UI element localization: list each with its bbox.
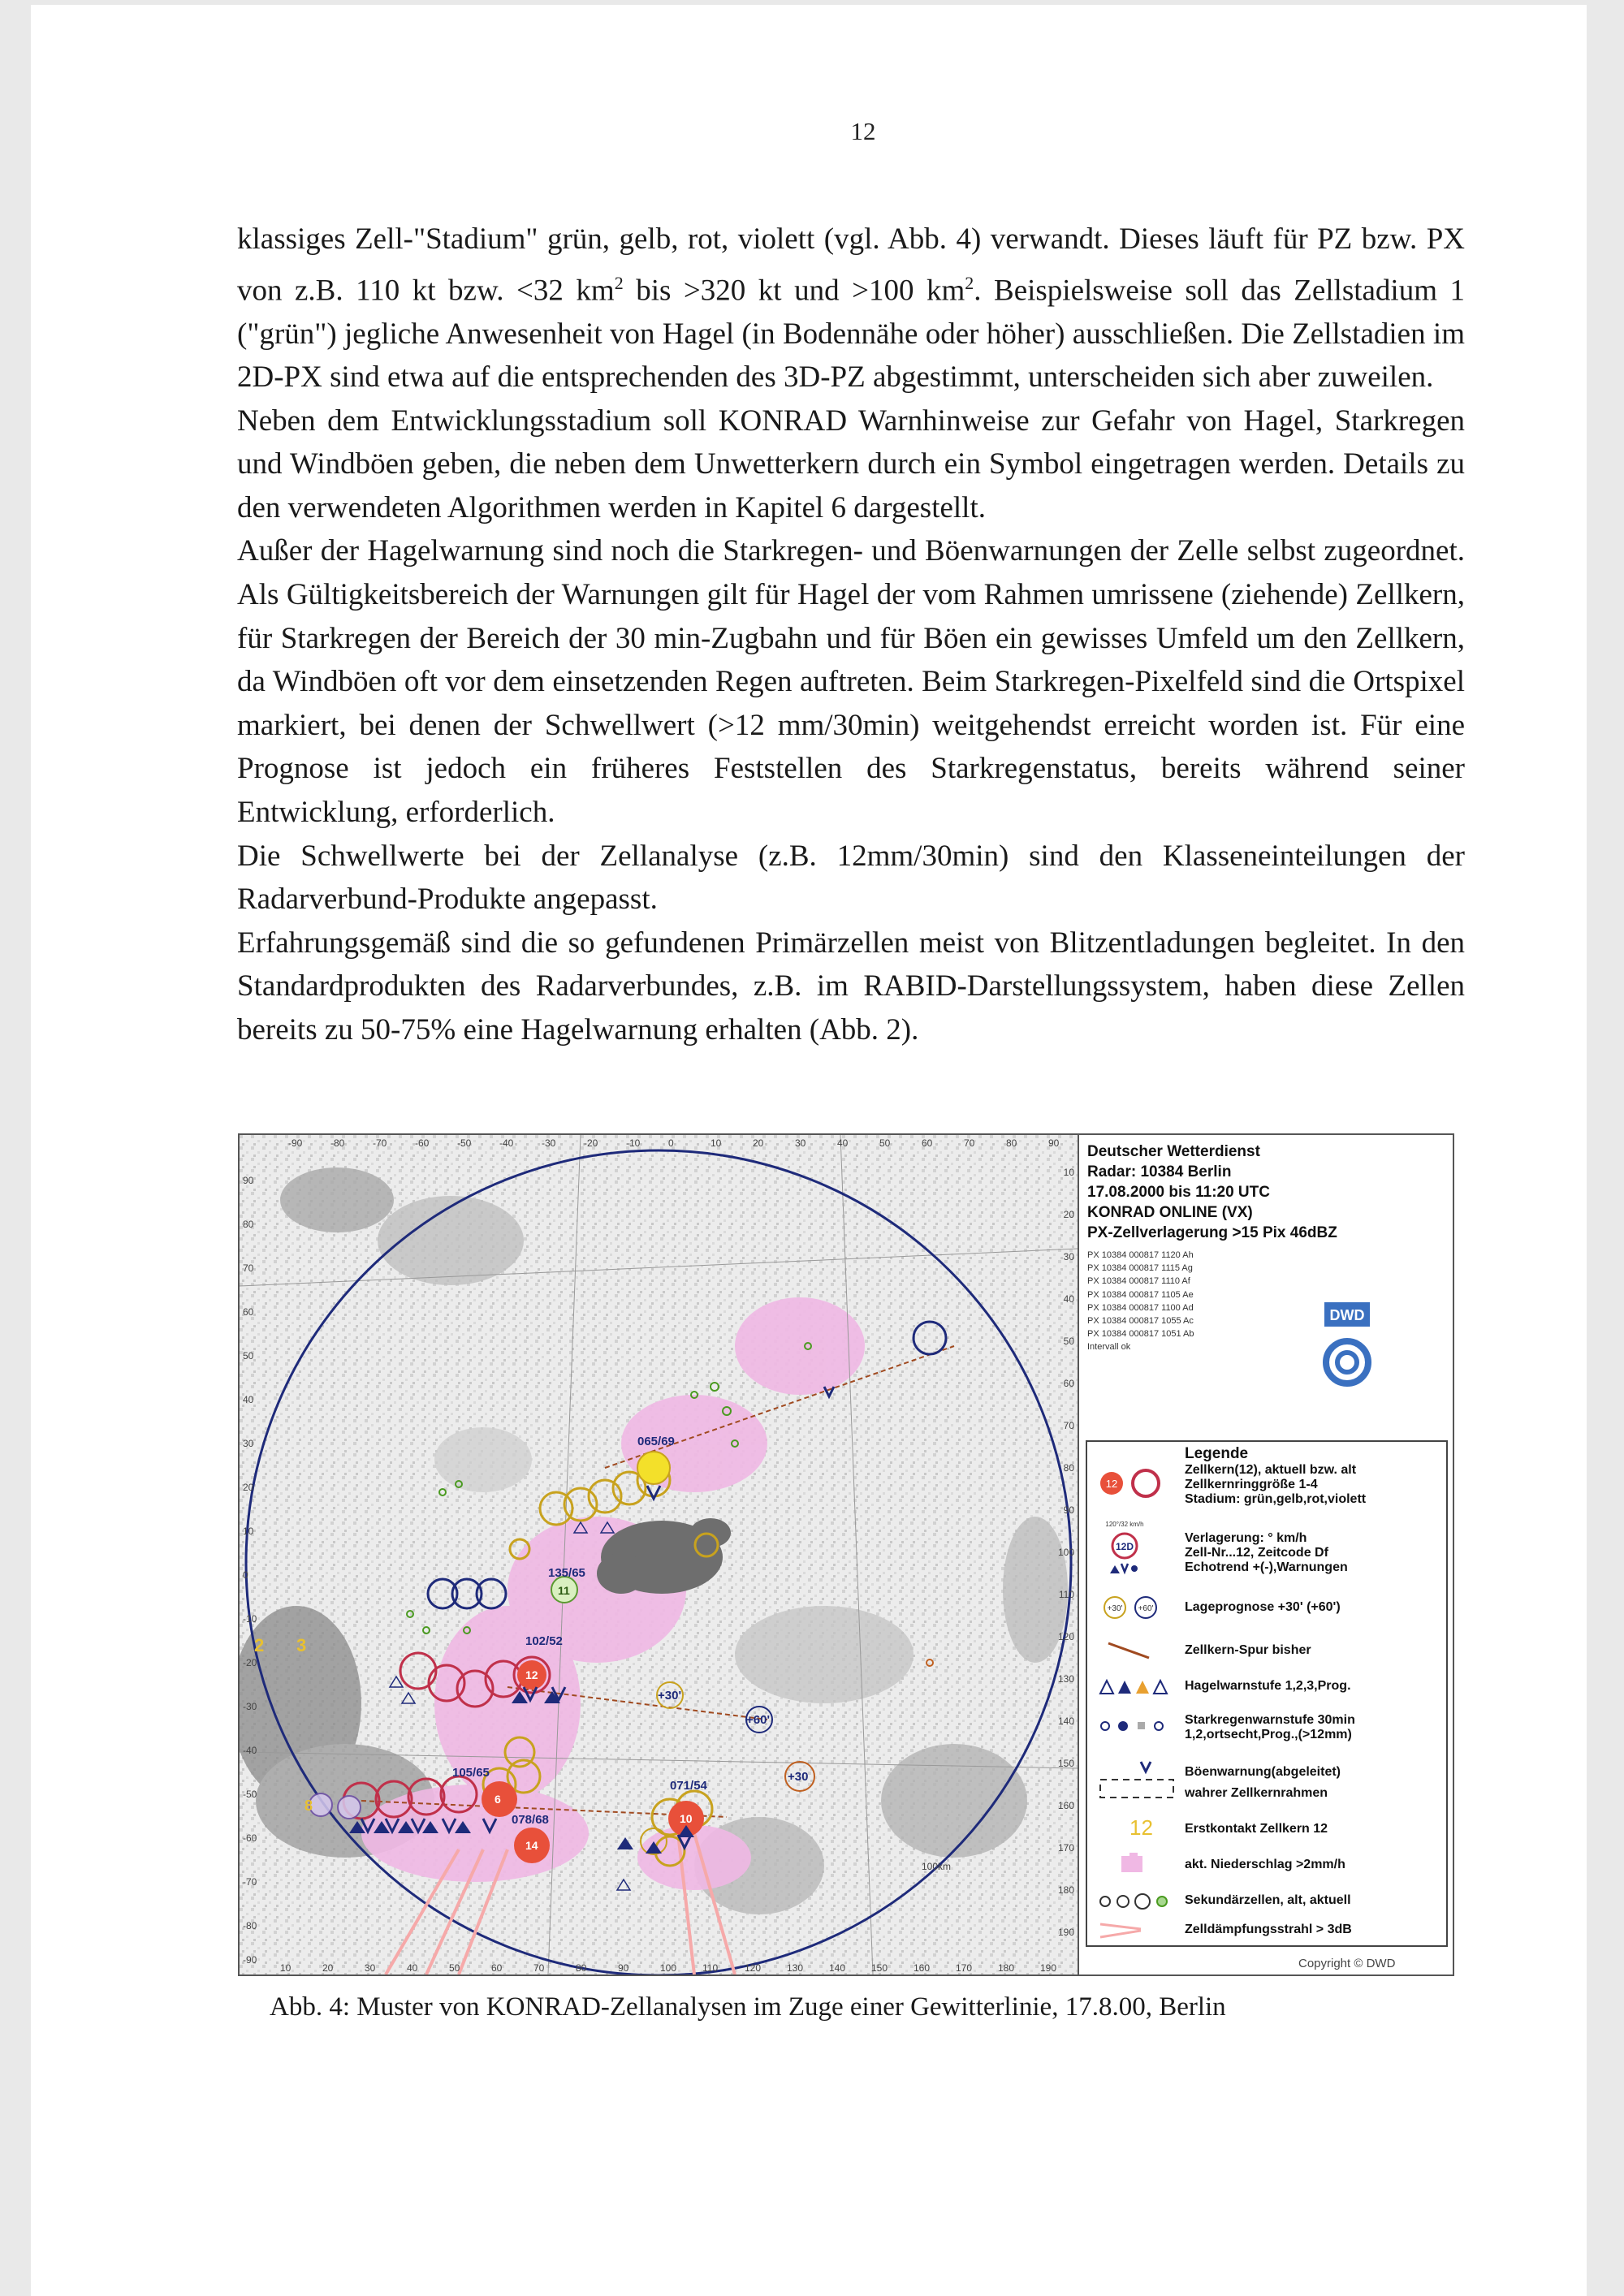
legend-line: akt. Niederschlag >2mm/h xyxy=(1185,1858,1345,1871)
tick-label: 30 xyxy=(243,1438,254,1449)
sekundaer-symbol xyxy=(1092,1887,1180,1914)
px-line: PX 10384 000817 1110 Af xyxy=(1087,1276,1190,1287)
legend-title: Legende xyxy=(1185,1445,1249,1462)
legend-text xyxy=(1185,1713,1445,1742)
tick-label: 30 xyxy=(365,1962,376,1974)
cell-label: 102/52 xyxy=(525,1634,563,1648)
tick-label: 30 xyxy=(795,1137,806,1149)
tick-label: 50 xyxy=(879,1137,891,1149)
text-run: klassiges Zell-"Stadium" grün, gelb, rot, violett (vgl. Abb. 4) verwandt. Dieses läuft für PZ bzw. PX von z.B. 110 kt bzw. <32 km xyxy=(237,222,1465,307)
legend-line: Zelldämpfungsstrahl > 3dB xyxy=(1185,1923,1352,1936)
px-line: PX 10384 000817 1115 Ag xyxy=(1087,1263,1193,1274)
text-run: bis >320 kt und >100 km xyxy=(623,273,965,307)
legend-row-lageprognose xyxy=(1087,1591,1446,1624)
hagel-symbol xyxy=(1092,1672,1180,1700)
tick-label: 40 xyxy=(1063,1293,1074,1305)
text-run: . Beispielsweise soll das Zellstadium 1 ("grün") jegliche Anwesenheit von Hagel (in Bodennähe oder höher) ausschließen. Die Zellstadien im 2D-PX sind etwa auf die entsprechenden des 3D-PZ abgestimmt, unterscheiden sich aber zuweilen. xyxy=(237,273,1465,395)
tick-label: 180 xyxy=(1057,1884,1074,1896)
tick-label: 150 xyxy=(1057,1758,1074,1769)
legend-line: 1,2,ortsecht,Prog.,(>12mm) xyxy=(1185,1728,1352,1741)
px-line: PX 10384 000817 1120 Ah xyxy=(1087,1250,1194,1260)
tick-label: 10 xyxy=(710,1137,722,1149)
tick-label: 160 xyxy=(1057,1800,1074,1811)
legend-row-niederschlag xyxy=(1087,1851,1446,1879)
symbol-text: +30' xyxy=(1107,1604,1123,1613)
boeen-symbol xyxy=(1092,1759,1180,1807)
tick-label: 120 xyxy=(1057,1631,1074,1642)
tick-label: 170 xyxy=(1057,1842,1074,1854)
tick-label: 0 xyxy=(243,1569,248,1581)
cell-label: 100km xyxy=(922,1861,952,1872)
tick-label: 170 xyxy=(956,1962,973,1974)
cell-label: 065/69 xyxy=(637,1435,675,1448)
legend-line: Zellkern(12), aktuell bzw. alt xyxy=(1185,1463,1357,1477)
tick-label: 160 xyxy=(914,1962,931,1974)
cell-core-yellow xyxy=(637,1452,670,1484)
tick-label: 100 xyxy=(660,1962,677,1974)
paragraph-4: Die Schwellwerte bei der Zellanalyse (z.B. 12mm/30min) sind den Klasseneinteilungen der Radarverbund-Produkte angepasst. xyxy=(237,839,1465,917)
legend-text xyxy=(1185,1762,1445,1804)
zellkern-symbol xyxy=(1092,1463,1180,1504)
legend-line: Zell-Nr...12, Zeitcode Df xyxy=(1185,1546,1328,1560)
radar-map xyxy=(240,1135,1078,1974)
cell-label: 3 xyxy=(296,1635,307,1655)
tick-label: -50 xyxy=(457,1137,472,1149)
tick-label: -70 xyxy=(243,1876,257,1888)
tick-label: 80 xyxy=(1063,1462,1074,1474)
spur-symbol xyxy=(1092,1637,1180,1664)
tick-label: 50 xyxy=(243,1350,254,1362)
legend-row-starkregen xyxy=(1087,1710,1446,1749)
tick-label: 90 xyxy=(618,1962,629,1974)
tick-label: -30 xyxy=(243,1701,257,1712)
tick-label: 80 xyxy=(1006,1137,1017,1149)
legend-line: Erstkontakt Zellkern 12 xyxy=(1185,1822,1328,1836)
tick-label: 60 xyxy=(491,1962,503,1974)
tick-label: 90 xyxy=(1063,1504,1074,1516)
tick-label: 70 xyxy=(964,1137,975,1149)
document-page xyxy=(31,5,1587,2296)
legend-line: Stadium: grün,gelb,rot,violett xyxy=(1185,1492,1367,1506)
tick-label: 0 xyxy=(668,1137,674,1149)
tick-label: 40 xyxy=(407,1962,418,1974)
px-line: PX 10384 000817 1055 Ac xyxy=(1087,1316,1194,1327)
tick-label: 190 xyxy=(1040,1962,1057,1974)
legend-row-boeen xyxy=(1087,1759,1446,1807)
tick-label: 110 xyxy=(1058,1589,1074,1600)
erstkontakt-number: 12 xyxy=(1129,1815,1153,1840)
info-line: PX-Zellverlagerung >15 Pix 46dBZ xyxy=(1087,1224,1337,1241)
tick-label: 190 xyxy=(1057,1927,1074,1938)
cell-label: 105/65 xyxy=(452,1766,490,1780)
tick-label: 70 xyxy=(243,1262,254,1274)
legend-row-sekundaer xyxy=(1087,1887,1446,1914)
cell-label: 11 xyxy=(558,1584,570,1597)
tick-label: 50 xyxy=(1063,1336,1074,1347)
tick-label: 10 xyxy=(280,1962,292,1974)
legend-line: Verlagerung: ° km/h xyxy=(1185,1531,1307,1545)
dwd-logo-text: DWD xyxy=(1329,1307,1365,1323)
paragraph-5: Erfahrungsgemäß sind die so gefundenen Primärzellen meist von Blitzentladungen begleitet. In den Standardprodukten des Radarverbundes, z.B. im RABID-Darstellungssystem, haben diese Zellen bereits zu 50-75% eine Hagelwarnung erhalten (Abb. 2). xyxy=(237,926,1465,1047)
info-line: Deutscher Wetterdienst xyxy=(1087,1143,1260,1160)
page-number: 12 xyxy=(850,117,876,145)
cell-label: 14 xyxy=(525,1839,538,1852)
superscript: 2 xyxy=(965,272,974,293)
tick-label: 110 xyxy=(702,1962,719,1974)
symbol-text: 12D xyxy=(1115,1541,1134,1552)
legend-line: Sekundärzellen, alt, aktuell xyxy=(1185,1893,1351,1907)
tick-label: -60 xyxy=(243,1832,257,1844)
paragraph-2: Neben dem Entwicklungsstadium soll KONRAD Warnhinweise zur Gefahr von Hagel, Starkregen und Windböen geben, die neben dem Unwetterkern durch ein Symbol eingetragen werden. Details zu den verwendeten Algorithmen werden in Kapitel 6 dargestellt. xyxy=(237,404,1465,524)
paragraph-3: Außer der Hagelwarnung sind noch die Starkregen- und Böenwarnungen der Zelle selbst zugeordnet. Als Gültigkeitsbereich der Warnungen gilt für Hagel der vom Rahmen umrissene (ziehende) Zellkern, für Starkregen der Bereich der 30 min-Zugbahn und für Böen ein gewisses Umfeld um den Zellkern, da Windböen oft vor dem einsetzenden Regen auftreten. Beim Starkregen-Pixelfeld sind die Ortspixel markiert, bei denen der Schwellwert (>12 mm/30min) weitgehendst erreicht worden ist. Für eine Prognose ist jedoch ein früheres Feststellen des Starkregenstatus, bereits während seiner Entwicklung, erforderlich. xyxy=(237,534,1465,830)
cell-label: 071/54 xyxy=(670,1779,707,1793)
copyright-text: Copyright © DWD xyxy=(1298,1957,1396,1970)
tick-label: -20 xyxy=(243,1657,257,1668)
symbol-subtext: 120°/32 km/h xyxy=(1105,1521,1144,1528)
legend-line: Böenwarnung(abgeleitet) xyxy=(1185,1765,1341,1779)
cell-label: 078/68 xyxy=(512,1813,549,1827)
cell-label: 6 xyxy=(495,1793,501,1806)
px-line: PX 10384 000817 1100 Ad xyxy=(1087,1302,1194,1313)
paragraph-1 xyxy=(237,218,1465,399)
tick-label: -10 xyxy=(626,1137,641,1149)
tick-label: -70 xyxy=(373,1137,387,1149)
tick-label: 20 xyxy=(243,1482,254,1493)
superscript: 2 xyxy=(614,272,624,293)
dwd-logo xyxy=(1321,1302,1373,1392)
tick-label: -10 xyxy=(243,1613,257,1625)
tick-label: 90 xyxy=(1048,1137,1060,1149)
tick-label: -20 xyxy=(584,1137,598,1149)
tick-label: -30 xyxy=(542,1137,556,1149)
legend-line: Zellkernringgröße 1-4 xyxy=(1185,1478,1318,1491)
px-file-list xyxy=(1087,1249,1331,1354)
px-line: PX 10384 000817 1051 Ab xyxy=(1087,1329,1194,1340)
legend-box xyxy=(1086,1440,1448,1947)
lageprognose-symbol xyxy=(1092,1591,1180,1624)
tick-label: -40 xyxy=(243,1745,257,1756)
px-line: PX 10384 000817 1105 Ae xyxy=(1087,1289,1194,1300)
tick-label: 140 xyxy=(829,1962,846,1974)
legend-row-zellkern xyxy=(1087,1463,1446,1512)
starkregen-symbol xyxy=(1092,1710,1180,1742)
cell-label: 2 xyxy=(254,1635,265,1655)
legend-row-verlagerung xyxy=(1087,1520,1446,1585)
cell-label: 12 xyxy=(525,1668,538,1681)
legend-row-spur xyxy=(1087,1637,1446,1664)
symbol-number: 12 xyxy=(1105,1478,1118,1490)
tick-label: 90 xyxy=(243,1175,254,1186)
tick-label: 100 xyxy=(1057,1547,1074,1558)
tick-label: 10 xyxy=(243,1526,254,1537)
tick-label: 50 xyxy=(449,1962,460,1974)
tick-label: 40 xyxy=(837,1137,849,1149)
legend-line: wahrer Zellkernrahmen xyxy=(1185,1786,1328,1800)
tick-label: 40 xyxy=(243,1394,254,1405)
legend-line: Starkregenwarnstufe 30min xyxy=(1185,1713,1355,1727)
legend-line: Echotrend +(-),Warnungen xyxy=(1185,1560,1348,1574)
info-line: Radar: 10384 Berlin xyxy=(1087,1163,1232,1180)
tick-label: 20 xyxy=(322,1962,334,1974)
tick-label: 70 xyxy=(1063,1420,1074,1431)
tick-label: 10 xyxy=(1063,1167,1074,1178)
tick-label: 120 xyxy=(745,1962,762,1974)
verlagerung-symbol xyxy=(1092,1520,1180,1577)
cell-label: +30' xyxy=(658,1689,682,1703)
figure-caption: Abb. 4: Muster von KONRAD-Zellanalysen im Zuge einer Gewitterlinie, 17.8.00, Berlin xyxy=(270,1992,1226,2022)
cell-label: +30 xyxy=(788,1770,809,1784)
daempfung-symbol xyxy=(1092,1918,1180,1942)
tick-label: 80 xyxy=(576,1962,587,1974)
symbol-text: +60' xyxy=(1138,1604,1154,1613)
tick-label: -50 xyxy=(243,1789,257,1800)
tick-label: -80 xyxy=(243,1920,257,1931)
tick-label: -40 xyxy=(499,1137,514,1149)
cell-label: +60' xyxy=(746,1713,771,1727)
tick-label: 150 xyxy=(871,1962,888,1974)
legend-text xyxy=(1185,1531,1445,1575)
tick-label: 60 xyxy=(1063,1378,1074,1389)
legend-text xyxy=(1185,1463,1445,1507)
info-line: 17.08.2000 bis 11:20 UTC xyxy=(1087,1184,1270,1201)
legend-row-erstkontakt xyxy=(1087,1815,1446,1843)
tick-label: 60 xyxy=(243,1306,254,1318)
tick-label: -80 xyxy=(330,1137,345,1149)
tick-label: -90 xyxy=(243,1954,257,1966)
tick-label: 20 xyxy=(753,1137,764,1149)
legend-line: Lageprognose +30' (+60') xyxy=(1185,1600,1341,1614)
tick-label: 140 xyxy=(1057,1716,1074,1727)
legend-row-hagel xyxy=(1087,1672,1446,1700)
info-panel xyxy=(1078,1135,1453,1974)
legend-line: Zellkern-Spur bisher xyxy=(1185,1643,1311,1657)
legend-row-daempfung xyxy=(1087,1918,1446,1942)
tick-label: 180 xyxy=(998,1962,1015,1974)
body-text xyxy=(237,218,1465,1052)
tick-label: 70 xyxy=(533,1962,545,1974)
tick-label: 130 xyxy=(1057,1673,1074,1685)
info-line: KONRAD ONLINE (VX) xyxy=(1087,1204,1253,1221)
cell-label: 8 xyxy=(304,1798,313,1814)
radar-map-graphic xyxy=(240,1135,1078,1974)
tick-label: 30 xyxy=(1063,1251,1074,1262)
cell-label: 10 xyxy=(680,1812,693,1825)
cell-label: 135/65 xyxy=(548,1566,585,1580)
tick-label: 60 xyxy=(922,1137,933,1149)
px-line: Intervall ok xyxy=(1087,1342,1131,1353)
tick-label: 20 xyxy=(1063,1209,1074,1220)
tick-label: 80 xyxy=(243,1219,254,1230)
tick-label: 130 xyxy=(787,1962,804,1974)
niederschlag-symbol xyxy=(1092,1851,1180,1879)
info-title xyxy=(1087,1142,1445,1243)
tick-label: -90 xyxy=(288,1137,303,1149)
legend-line: Hagelwarnstufe 1,2,3,Prog. xyxy=(1185,1679,1351,1693)
tick-label: -60 xyxy=(415,1137,430,1149)
radar-figure xyxy=(238,1133,1454,1976)
